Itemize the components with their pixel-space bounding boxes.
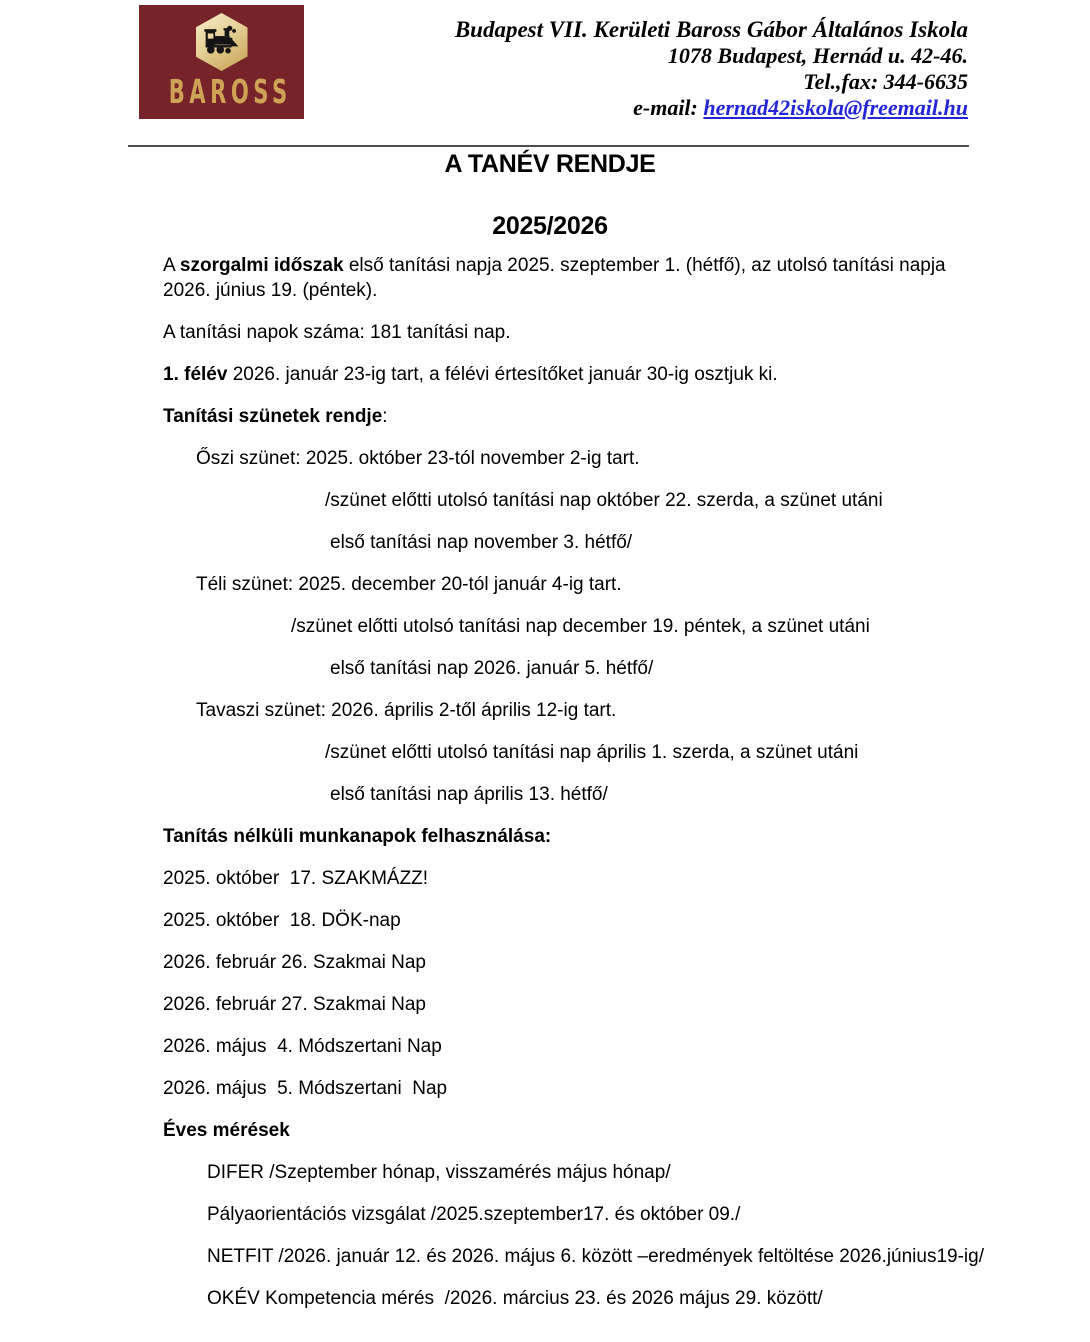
paragraph-15: 2025. október 18. DÖK-nap xyxy=(163,910,401,931)
paragraph-9: első tanítási nap 2026. január 5. hétfő/ xyxy=(330,658,654,679)
train-icon xyxy=(203,24,241,60)
logo-hexagon xyxy=(196,13,248,71)
school-name: Budapest VII. Kerületi Baross Gábor Általános Iskola xyxy=(454,17,968,42)
paragraph-8: /szünet előtti utolsó tanítási nap december 19. péntek, a szünet utáni xyxy=(291,616,870,637)
paragraph-14: 2025. október 17. SZAKMÁZZ! xyxy=(163,868,429,889)
document-title: A TANÉV RENDJE xyxy=(444,150,656,178)
paragraph-24: OKÉV Kompetencia mérés /2026. március 23. és 2026 május 29. között/ xyxy=(207,1288,823,1309)
paragraph-0: A szorgalmi időszak első tanítási napja 2025. szeptember 1. (hétfő), az utolsó tanítási napja 2026. június 19. (péntek). xyxy=(163,255,951,301)
paragraph-11: /szünet előtti utolsó tanítási nap április 1. szerda, a szünet utáni xyxy=(325,742,859,763)
paragraph-6: első tanítási nap november 3. hétfő/ xyxy=(330,532,633,553)
paragraph-4: Őszi szünet: 2025. október 23-tól november 2-ig tart. xyxy=(196,448,640,469)
school-year: 2025/2026 xyxy=(492,212,608,240)
paragraph-21: DIFER /Szeptember hónap, visszamérés május hónap/ xyxy=(207,1162,671,1183)
header-divider xyxy=(128,145,969,147)
email-label: e-mail: xyxy=(633,95,704,120)
paragraph-2: 1. félév 2026. január 23-ig tart, a félévi értesítőket január 30-ig osztjuk ki. xyxy=(163,364,778,385)
paragraph-18: 2026. május 4. Módszertani Nap xyxy=(163,1036,442,1057)
paragraph-1: A tanítási napok száma: 181 tanítási nap. xyxy=(163,322,511,343)
paragraph-13: Tanítás nélküli munkanapok felhasználása: xyxy=(163,826,552,847)
paragraph-19: 2026. május 5. Módszertani Nap xyxy=(163,1078,448,1099)
paragraph-3: Tanítási szünetek rendje: xyxy=(163,406,388,427)
paragraph-7: Téli szünet: 2025. december 20-tól január 4-ig tart. xyxy=(196,574,622,595)
paragraph-10: Tavaszi szünet: 2026. április 2-től április 12-ig tart. xyxy=(196,700,617,721)
school-email-line xyxy=(455,95,968,121)
paragraph-16: 2026. február 26. Szakmai Nap xyxy=(163,952,426,973)
paragraph-23: NETFIT /2026. január 12. és 2026. május 6. között –eredmények feltöltése 2026.június19-ig/ xyxy=(207,1246,984,1267)
email-link[interactable]: hernad42iskola@freemail.hu xyxy=(703,95,968,120)
paragraph-22: Pályaorientációs vizsgálat /2025.szeptember17. és október 09./ xyxy=(207,1204,741,1225)
document-body xyxy=(163,253,1030,1328)
paragraph-5: /szünet előtti utolsó tanítási nap október 22. szerda, a szünet utáni xyxy=(325,490,883,511)
paragraph-12: első tanítási nap április 13. hétfő/ xyxy=(330,784,608,805)
school-phone-fax: Tel.,fax: 344-6635 xyxy=(803,69,968,94)
paragraph-17: 2026. február 27. Szakmai Nap xyxy=(163,994,426,1015)
school-logo xyxy=(139,5,304,119)
logo-text: BAROSS xyxy=(168,72,292,111)
school-address: 1078 Budapest, Hernád u. 42-46. xyxy=(667,43,968,68)
letterhead-info xyxy=(455,17,968,121)
paragraph-20: Éves mérések xyxy=(163,1120,290,1141)
